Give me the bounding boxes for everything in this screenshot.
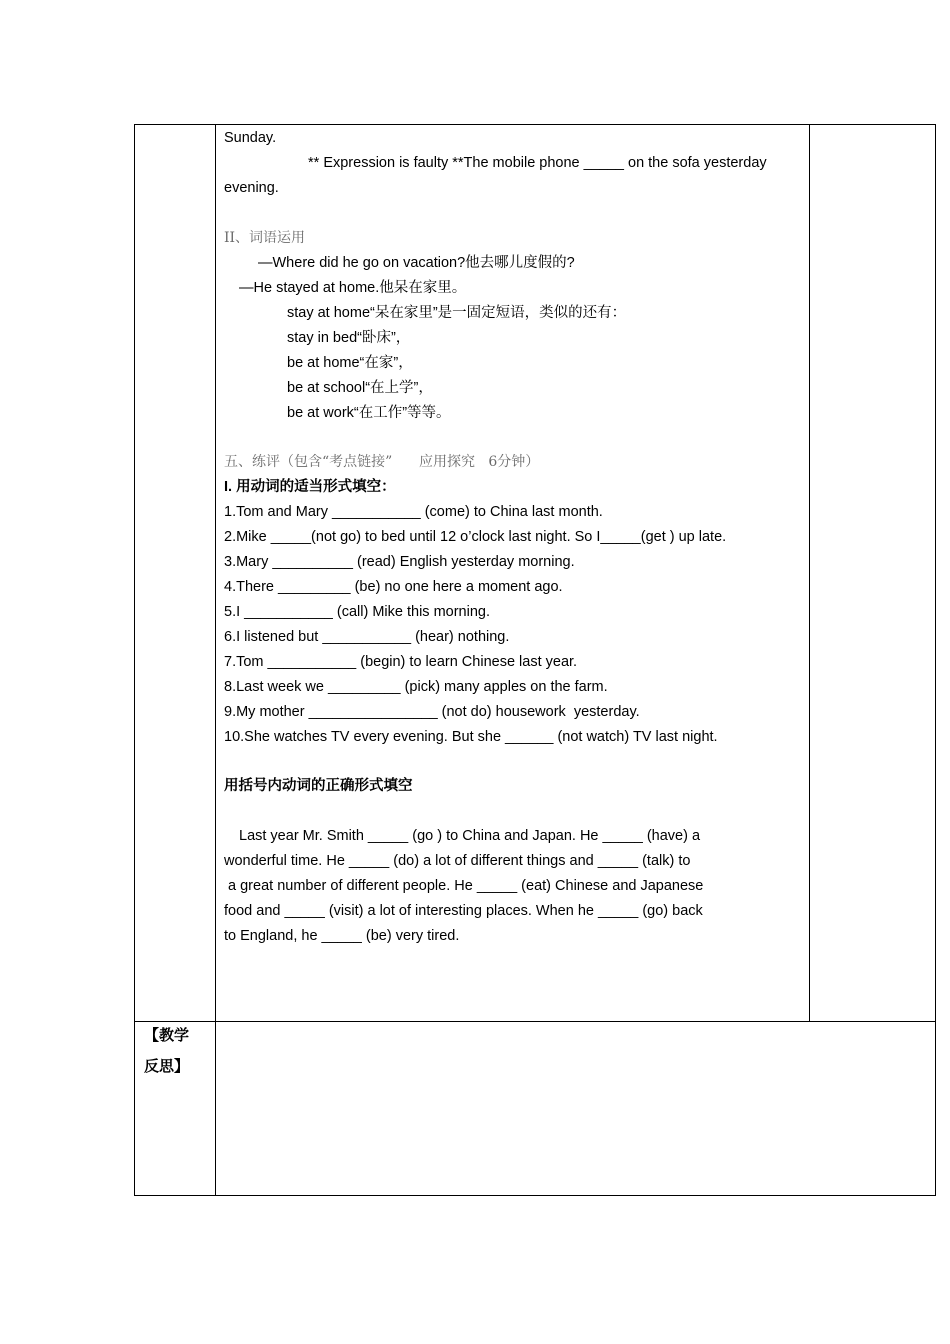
text-line: ** Expression is faulty **The mobile phone _____ on the sofa yesterday: [308, 155, 767, 171]
exercise-heading: I. 用动词的适当形式填空：: [224, 479, 396, 495]
text-line: evening.: [224, 180, 279, 196]
exercise-item: 9.My mother ________________ (not do) housework yesterday.: [224, 704, 640, 720]
exercise-item: 10.She watches TV every evening. But she ______ (not watch) TV last night.: [224, 729, 718, 745]
passage-line: to England, he _____ (be) very tired.: [224, 928, 460, 944]
table-bottom-border: [134, 1195, 936, 1196]
column-divider-2: [809, 124, 810, 1022]
column-divider-1: [215, 124, 216, 1196]
text-line: —Where did he go on vacation?他去哪儿度假的?: [258, 255, 575, 271]
section-heading: 五、练评（包含“考点链接” 应用探究 6分钟）: [224, 454, 540, 470]
table-top-border: [134, 124, 936, 125]
section-heading: II、词语运用: [224, 230, 306, 246]
passage-line: Last year Mr. Smith _____ (go ) to China and Japan. He _____ (have) a: [239, 828, 701, 844]
text-line: Sunday.: [224, 130, 277, 146]
passage-line: a great number of different people. He _____ (eat) Chinese and Japanese: [224, 878, 704, 894]
exercise-item: 4.There _________ (be) no one here a moment ago.: [224, 579, 563, 595]
exercise-item: 6.I listened but ___________ (hear) nothing.: [224, 629, 510, 645]
exercise-item: 5.I ___________ (call) Mike this morning.: [224, 604, 490, 620]
exercise-item: 2.Mike _____(not go) to bed until 12 o’clock last night. So I_____(get ) up late.: [224, 529, 727, 545]
passage-line: food and _____ (visit) a lot of interesting places. When he _____ (go) back: [224, 903, 703, 919]
table-left-border: [134, 124, 135, 1196]
exercise-item: 1.Tom and Mary ___________ (come) to China last month.: [224, 504, 603, 520]
text-line: be at home“在家”，: [287, 355, 413, 371]
text-line: be at school“在上学”，: [287, 380, 433, 396]
exercise-item: 8.Last week we _________ (pick) many apples on the farm.: [224, 679, 608, 695]
exercise-item: 7.Tom ___________ (begin) to learn Chinese last year.: [224, 654, 578, 670]
row-divider: [134, 1021, 936, 1022]
exercise-item: 3.Mary __________ (read) English yesterday morning.: [224, 554, 575, 570]
text-line: be at work“在工作”等等。: [287, 405, 451, 421]
passage-line: wonderful time. He _____ (do) a lot of different things and _____ (talk) to: [224, 853, 691, 869]
exercise-heading: 用括号内动词的正确形式填空: [224, 778, 413, 794]
reflection-label-line2: 反思】: [144, 1058, 190, 1075]
text-line: stay in bed“卧床”，: [287, 330, 411, 346]
table-right-border: [935, 124, 936, 1196]
text-line: —He stayed at home.他呆在家里。: [239, 280, 467, 296]
reflection-label-line1: 【教学: [144, 1027, 190, 1044]
text-line: stay at home“呆在家里”是一固定短语，类似的还有：: [287, 305, 627, 321]
